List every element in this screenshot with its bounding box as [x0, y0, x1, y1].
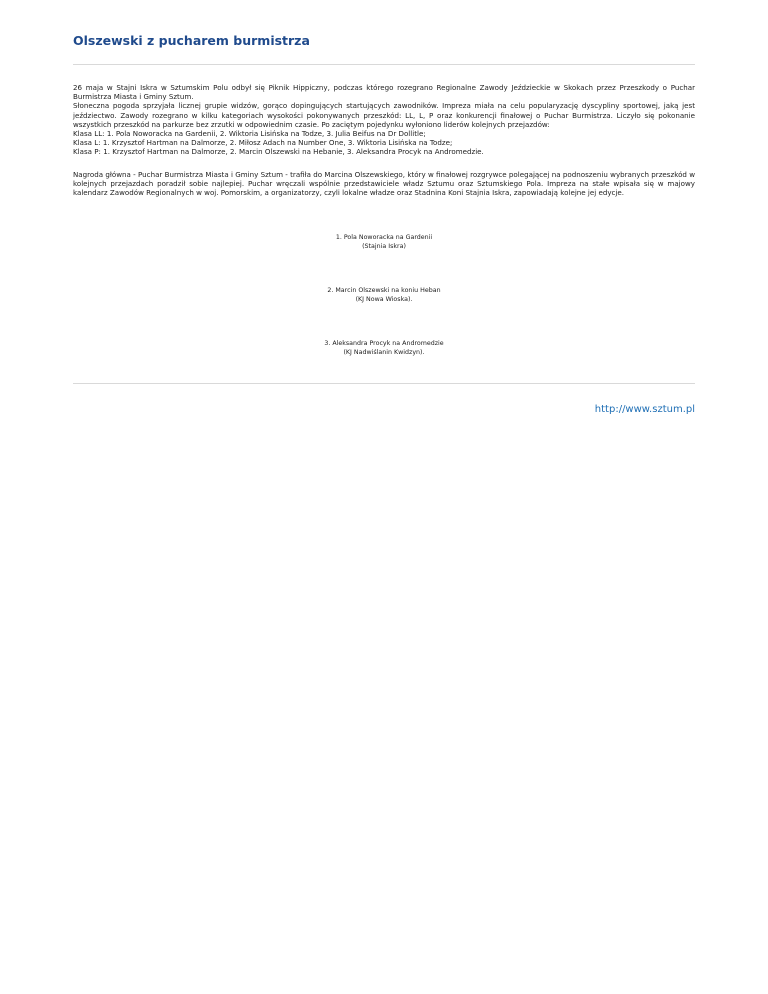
title-divider [73, 64, 695, 65]
main-prize-section [73, 170, 695, 198]
caption-line: 2. Marcin Olszewski na koniu Heban [327, 287, 441, 294]
article-intro [73, 83, 695, 157]
source-link[interactable]: http://www.sztum.pl [594, 404, 695, 415]
results-class-l: Klasa L: 1. Krzysztof Hartman na Dalmorze, 2. Miłosz Adach na Number One, 3. Wiktoria Lisińska na Todze; [73, 138, 453, 148]
footer-divider [73, 383, 695, 384]
results-class-p: Klasa P: 1. Krzysztof Hartman na Dalmorze, 2. Marcin Olszewski na Hebanie, 3. Aleksandra Procyk na Andromedzie. [73, 147, 484, 157]
caption-line: 1. Pola Noworacka na Gardenii [335, 234, 433, 241]
photo-caption [73, 339, 695, 357]
caption-line: (Stajnia Iskra) [362, 243, 406, 250]
results-class-ll: Klasa LL: 1. Pola Noworacka na Gardenii, 2. Wiktoria Lisińska na Todze, 3. Julia Beifus na Dr Dollitle; [73, 129, 426, 139]
article-title: Olszewski z pucharem burmistrza [73, 33, 310, 48]
caption-line: (KJ Nowa Wioska). [355, 296, 413, 303]
intro-paragraph: 26 maja w Stajni Iskra w Sztumskim Polu odbył się Piknik Hippiczny, podczas którego rozegrano Regionalne Zawody Jeździeckie w Skokach przez Przeszkody o Puchar Burmistrza Miasta i Gminy Sztum. [73, 83, 695, 102]
caption-line: (KJ Nadwiślanin Kwidzyn). [343, 349, 425, 356]
main-prize-paragraph: Nagroda główna - Puchar Burmistrza Miasta i Gminy Sztum - trafiła do Marcina Olszewskiego, który w finałowej rozgrywce polegającej na podnoszeniu wybranych przeszkód w kolejnych przejazdach poradził sobie najlepiej. Puchar wręczali wspólnie przedstawiciele władz Sztumu oraz Sztumskiego Pola. Impreza na stałe wpisała się w majowy kalendarz Zawodów Regionalnych w woj. Pomorskim, a organizatorzy, czyli lokalne władze oraz Stadnina Koni Stajnia Iskra, zapowiadają kolejne jej edycje. [73, 170, 695, 198]
photo-caption [73, 233, 695, 251]
photo-caption [73, 286, 695, 304]
intro-paragraph: Słoneczna pogoda sprzyjała licznej grupie widzów, gorąco dopingujących startujących zawodników. Impreza miała na celu popularyzację dyscypliny sportowej, jaką jest jeździectwo. Zawody rozegrano w kilku kategoriach wysokości pokonywanych przeszkód: LL, L, P oraz konkurencji finałowej o Puchar Burmistrza. Liczyło się pokonanie wszystkich przeszkód na parkurze bez zrzutki w odpowiednim czasie. Po zaciętym pojedynku wyłoniono liderów kolejnych przejazdów: [73, 101, 695, 129]
caption-line: 3. Aleksandra Procyk na Andromedzie [324, 340, 444, 347]
